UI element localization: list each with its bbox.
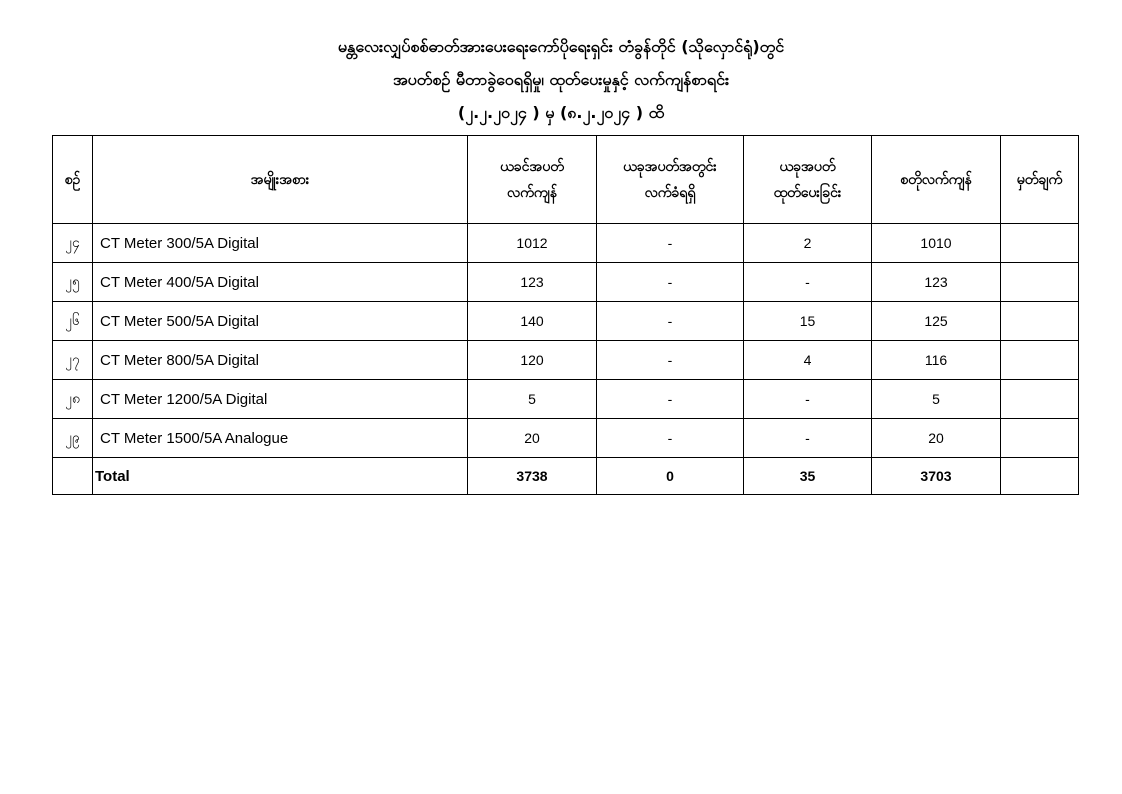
row-prev-balance: 1012 [468, 224, 597, 263]
stock-table [52, 135, 1079, 495]
row-prev-balance: 123 [468, 263, 597, 302]
row-sn: ၂၈ [53, 380, 93, 419]
total-issued: 35 [744, 458, 872, 495]
col-header-sn: စဉ် [53, 136, 93, 224]
header-title-line-2: အပတ်စဉ် မီတာခွဲဝေရရှိမှု၊ ထုတ်ပေးမှုနှင့် လက်ကျန်စာရင်း [392, 70, 730, 89]
row-sn: ၂၆ [53, 302, 93, 341]
table-row [53, 302, 1079, 341]
row-issued: 2 [744, 224, 872, 263]
col-header-issued [744, 136, 872, 224]
col-header-issued-line-1: ယခုအပတ် [779, 158, 836, 175]
row-sn: ၂၉ [53, 419, 93, 458]
row-item: CT Meter 500/5A Digital [93, 302, 468, 341]
row-item: CT Meter 800/5A Digital [93, 341, 468, 380]
col-header-prev-balance-line-1: ယခင်အပတ် [500, 158, 564, 175]
row-total-balance: 125 [872, 302, 1001, 341]
row-prev-balance: 140 [468, 302, 597, 341]
row-prev-balance: 20 [468, 419, 597, 458]
row-total-balance: 116 [872, 341, 1001, 380]
col-header-item: အမျိုးအစား [93, 136, 468, 224]
row-sn: ၂၅ [53, 263, 93, 302]
row-prev-balance: 5 [468, 380, 597, 419]
row-issued: 15 [744, 302, 872, 341]
col-header-prev-balance-line-2: လက်ကျန် [507, 184, 557, 201]
row-total-balance: 1010 [872, 224, 1001, 263]
row-sn: ၂၄ [53, 224, 93, 263]
col-header-prev-balance [468, 136, 597, 224]
header-date-range: (၂.၂.၂၀၂၄ ) မှ (၈.၂.၂၀၂၄ ) ထိ [457, 103, 665, 122]
row-received: - [597, 263, 744, 302]
row-received: - [597, 380, 744, 419]
row-issued: 4 [744, 341, 872, 380]
total-received: 0 [597, 458, 744, 495]
col-header-total-balance: စတိုလက်ကျန် [872, 136, 1001, 224]
total-prev-balance: 3738 [468, 458, 597, 495]
total-sn-cell [53, 458, 93, 495]
table-header-row [53, 136, 1079, 224]
row-remarks [1001, 341, 1079, 380]
row-received: - [597, 419, 744, 458]
col-header-issued-line-2: ထုတ်ပေးခြင်း [773, 184, 842, 201]
header-title-line-1: မန္တလေးလျှပ်စစ်ဓာတ်အားပေးရေးကော်ပိုရေးရှင်း တံခွန်တိုင် (သိုလှောင်ရုံ)တွင် [337, 37, 785, 56]
total-row [53, 458, 1079, 495]
row-received: - [597, 302, 744, 341]
row-item: CT Meter 1500/5A Analogue [93, 419, 468, 458]
table-row [53, 224, 1079, 263]
table-row [53, 263, 1079, 302]
col-header-received-line-2: လက်ခံရရှိ [644, 184, 696, 201]
row-total-balance: 20 [872, 419, 1001, 458]
row-total-balance: 123 [872, 263, 1001, 302]
document-header [0, 30, 1122, 129]
table-row [53, 341, 1079, 380]
col-header-received-line-1: ယခုအပတ်အတွင်း [623, 158, 717, 175]
col-header-received [597, 136, 744, 224]
row-remarks [1001, 302, 1079, 341]
row-item: CT Meter 400/5A Digital [93, 263, 468, 302]
total-remarks [1001, 458, 1079, 495]
row-prev-balance: 120 [468, 341, 597, 380]
row-remarks [1001, 419, 1079, 458]
row-issued: - [744, 380, 872, 419]
total-label: Total [93, 458, 468, 495]
row-remarks [1001, 263, 1079, 302]
row-total-balance: 5 [872, 380, 1001, 419]
table-row [53, 380, 1079, 419]
row-remarks [1001, 380, 1079, 419]
row-received: - [597, 341, 744, 380]
table-row [53, 419, 1079, 458]
row-issued: - [744, 419, 872, 458]
row-issued: - [744, 263, 872, 302]
row-sn: ၂၇ [53, 341, 93, 380]
row-remarks [1001, 224, 1079, 263]
row-item: CT Meter 1200/5A Digital [93, 380, 468, 419]
row-item: CT Meter 300/5A Digital [93, 224, 468, 263]
col-header-remarks: မှတ်ချက် [1001, 136, 1079, 224]
row-received: - [597, 224, 744, 263]
total-total-balance: 3703 [872, 458, 1001, 495]
